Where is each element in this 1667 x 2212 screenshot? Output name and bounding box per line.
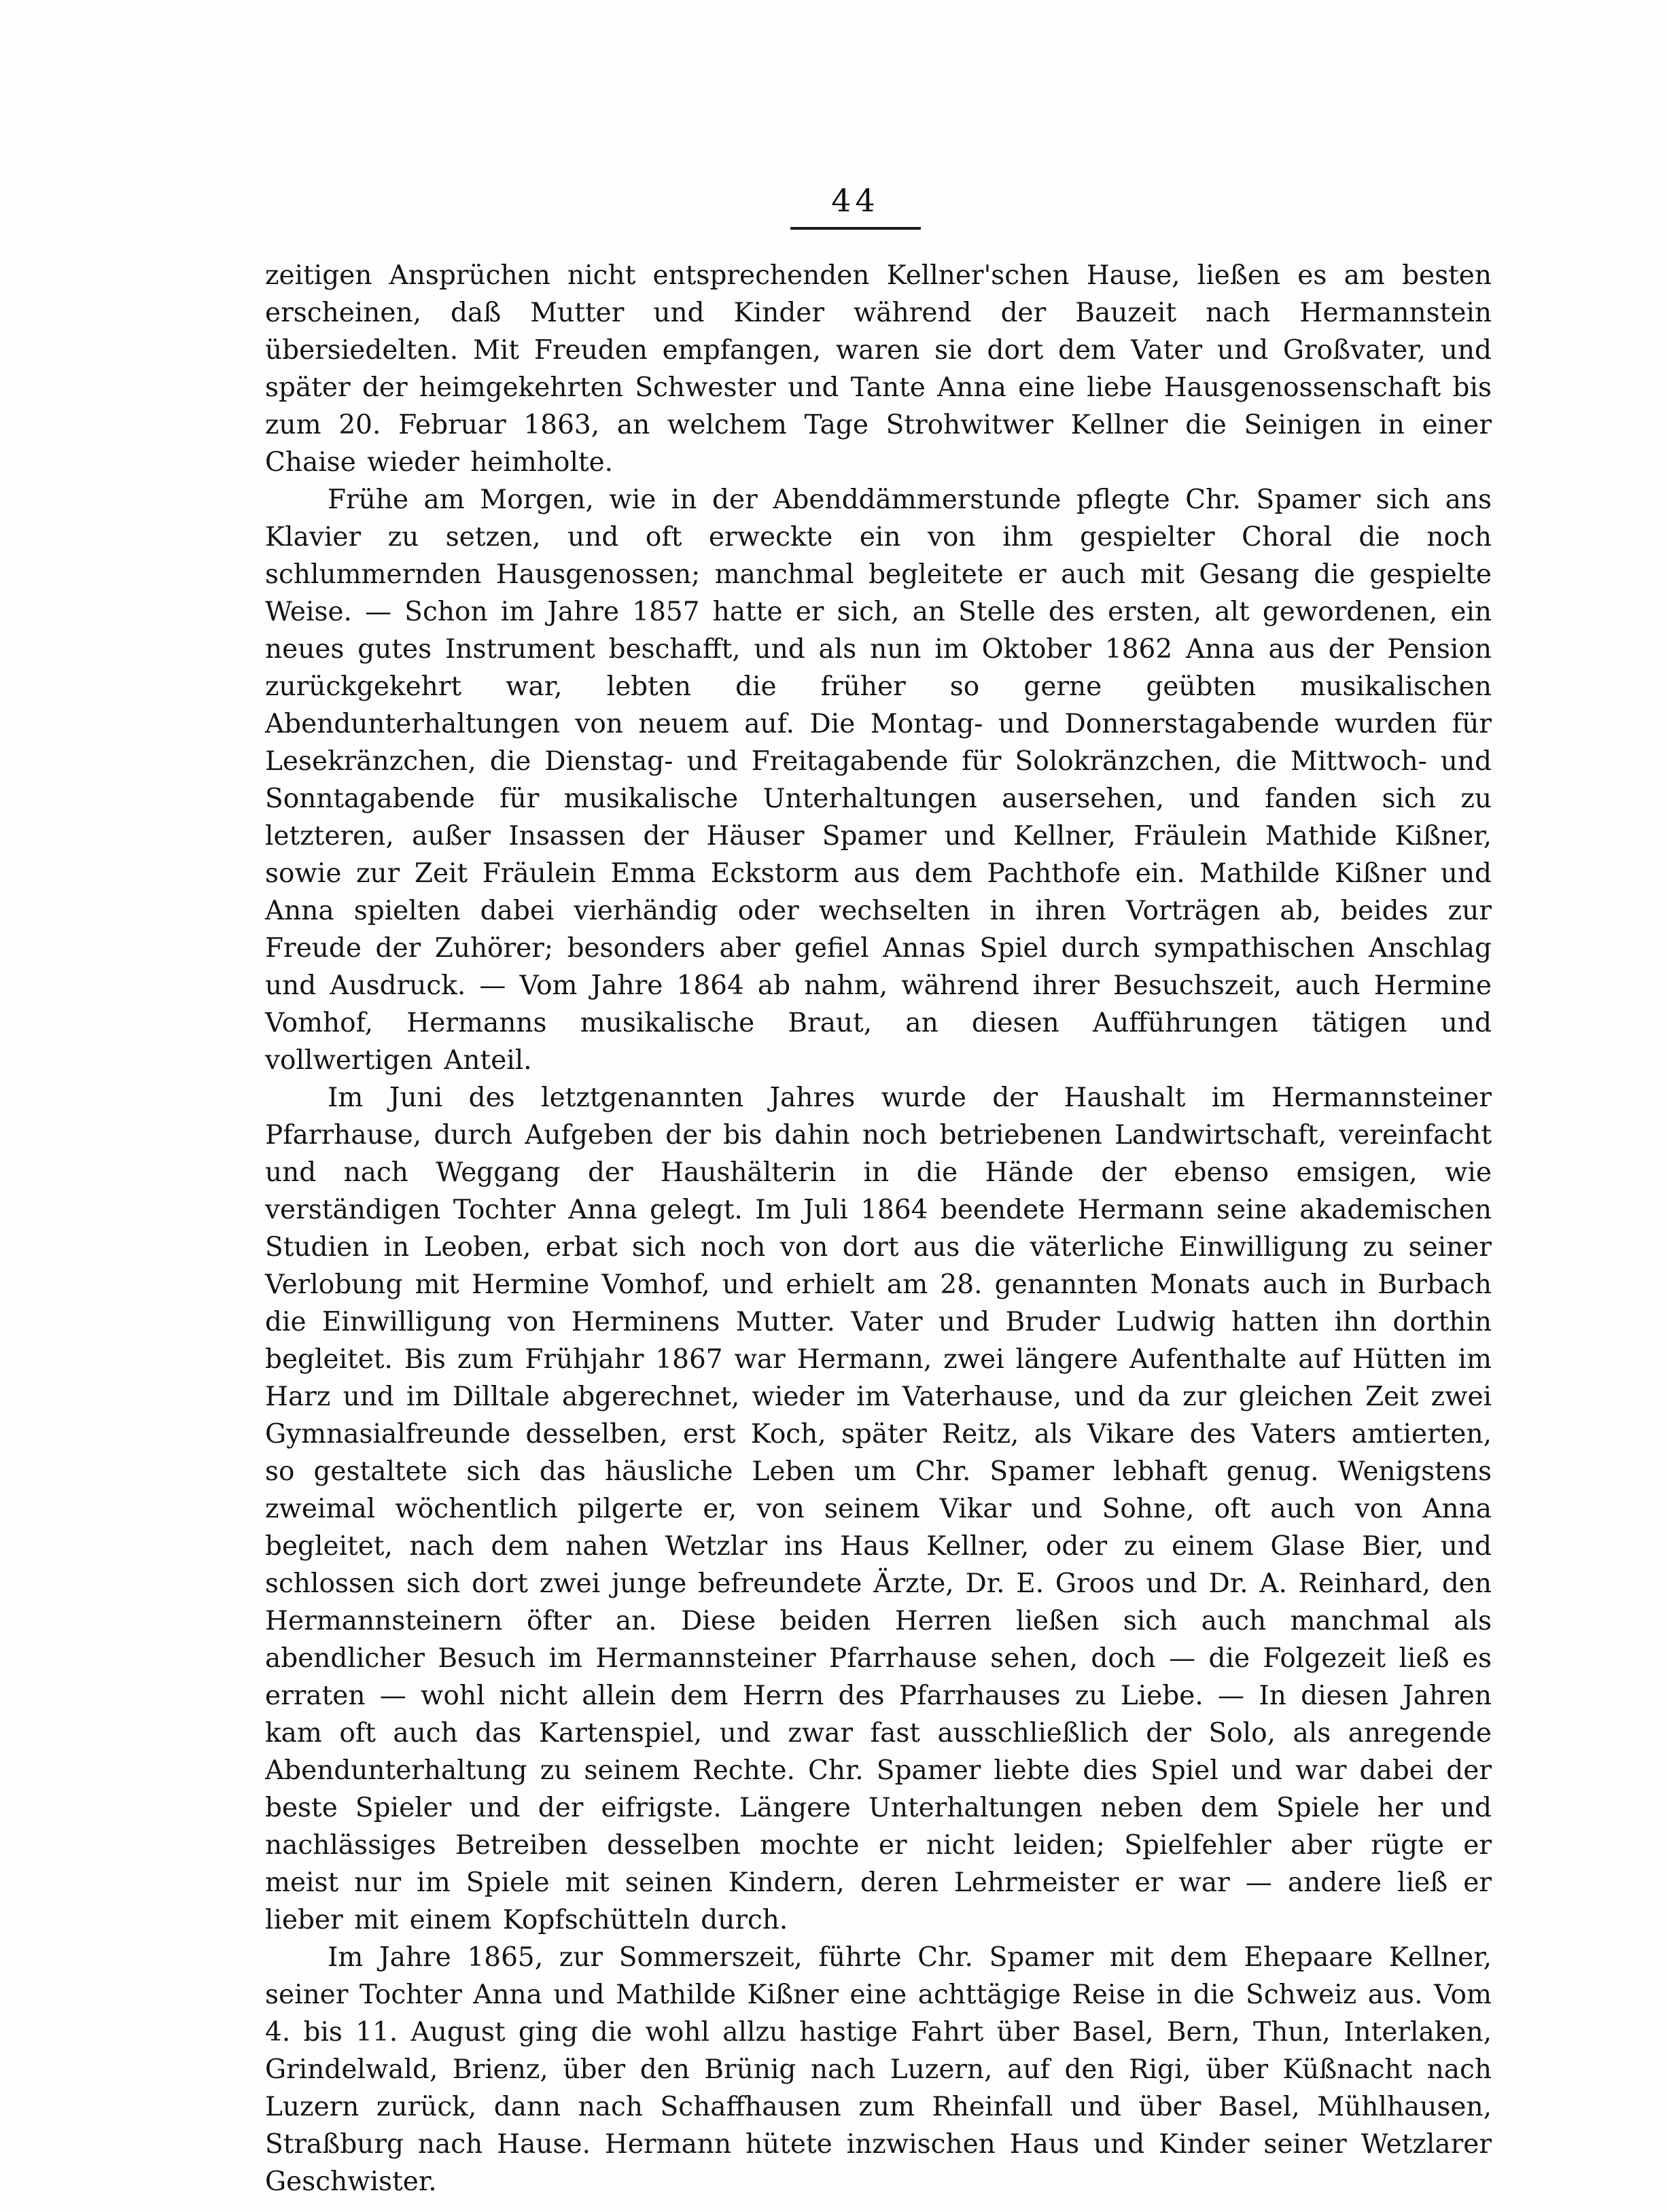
- text-block: [265, 257, 1492, 2200]
- page-header: [0, 182, 1667, 230]
- paragraph: Im Jahre 1865, zur Sommerszeit, führte Chr. Spamer mit dem Ehepaare Kellner, seiner Tochter Anna und Mathilde Kißner eine achttägige Reise in die Schweiz aus. Vom 4. bis 11. August ging die wohl allzu hastige Fahrt über Basel, Bern, Thun, Interlaken, Grindelwald, Brienz, über den Brünig nach Luzern, auf den Rigi, über Küßnacht nach Luzern zurück, dann nach Schaffhausen zum Rheinfall und über Basel, Mühlhausen, Straßburg nach Hause. Hermann hütete inzwischen Haus und Kinder seiner Wetzlarer Geschwister.: [265, 1942, 1492, 2197]
- page-number: 44: [790, 182, 921, 230]
- paragraph: zeitigen Ansprüchen nicht entsprechenden Kellner'schen Hause, ließen es am besten erscheinen, daß Mutter und Kinder während der Bauzeit nach Hermannstein übersiedelten. Mit Freuden empfangen, waren sie dort dem Vater und Großvater, und später der heimgekehrten Schwester und Tante Anna eine liebe Hausgenossenschaft bis zum 20. Februar 1863, an welchem Tage Strohwitwer Kellner die Seinigen in einer Chaise wieder heimholte.: [265, 260, 1492, 478]
- paragraph: Frühe am Morgen, wie in der Abenddämmerstunde pflegte Chr. Spamer sich ans Klavier zu setzen, und oft erweckte ein von ihm gespielter Choral die noch schlummernden Hausgenossen; manchmal begleitete er auch mit Gesang die gespielte Weise. — Schon im Jahre 1857 hatte er sich, an Stelle des ersten, alt gewordenen, ein neues gutes Instrument beschafft, und als nun im Oktober 1862 Anna aus der Pension zurückgekehrt war, lebten die früher so gerne geübten musikalischen Abendunterhaltungen von neuem auf. Die Montag- und Donnerstagabende wurden für Lesekränzchen, die Dienstag- und Freitagabende für Solokränzchen, die Mittwoch- und Sonntagabende für musikalische Unterhaltungen ausersehen, und fanden sich zu letzteren, außer Insassen der Häuser Spamer und Kellner, Fräulein Mathide Kißner, sowie zur Zeit Fräulein Emma Eckstorm aus dem Pachthofe ein. Mathilde Kißner und Anna spielten dabei vierhändig oder wechselten in ihren Vorträgen ab, beides zur Freude der Zuhörer; besonders aber gefiel Annas Spiel durch sympathischen Anschlag und Ausdruck. — Vom Jahre 1864 ab nahm, während ihrer Besuchszeit, auch Hermine Vomhof, Hermanns musikalische Braut, an diesen Aufführungen tätigen und vollwertigen Anteil.: [265, 485, 1492, 1076]
- paragraph: Im Juni des letztgenannten Jahres wurde der Haushalt im Hermannsteiner Pfarrhause, durch Aufgeben der bis dahin noch betriebenen Landwirtschaft, vereinfacht und nach Weggang der Haushälterin in die Hände der ebenso emsigen, wie verständigen Tochter Anna gelegt. Im Juli 1864 beendete Hermann seine akademischen Studien in Leoben, erbat sich noch von dort aus die väterliche Einwilligung zu seiner Verlobung mit Hermine Vomhof, und erhielt am 28. genannten Monats auch in Burbach die Einwilligung von Herminens Mutter. Vater und Bruder Ludwig hatten ihn dorthin begleitet. Bis zum Frühjahr 1867 war Hermann, zwei längere Aufenthalte auf Hütten im Harz und im Dilltale abgerechnet, wieder im Vaterhause, und da zur gleichen Zeit zwei Gymnasialfreunde desselben, erst Koch, später Reitz, als Vikare des Vaters amtierten, so gestaltete sich das häusliche Leben um Chr. Spamer lebhaft genug. Wenigstens zweimal wöchentlich pilgerte er, von seinem Vikar und Sohne, oft auch von Anna begleitet, nach dem nahen Wetzlar ins Haus Kellner, oder zu einem Glase Bier, und schlossen sich dort zwei junge befreundete Ärzte, Dr. E. Groos und Dr. A. Reinhard, den Hermannsteinern öfter an. Diese beiden Herren ließen sich auch manchmal als abendlicher Besuch im Hermannsteiner Pfarrhause sehen, doch — die Folgezeit ließ es erraten — wohl nicht allein dem Herrn des Pfarrhauses zu Liebe. — In diesen Jahren kam oft auch das Kartenspiel, und zwar fast ausschließlich der Solo, als anregende Abendunterhaltung zu seinem Rechte. Chr. Spamer liebte dies Spiel und war dabei der beste Spieler und der eifrigste. Längere Unterhaltungen neben dem Spiele her und nachlässiges Betreiben desselben mochte er nicht leiden; Spielfehler aber rügte er meist nur im Spiele mit seinen Kindern, deren Lehrmeister er war — andere ließ er lieber mit einem Kopfschütteln durch.: [265, 1083, 1492, 1935]
